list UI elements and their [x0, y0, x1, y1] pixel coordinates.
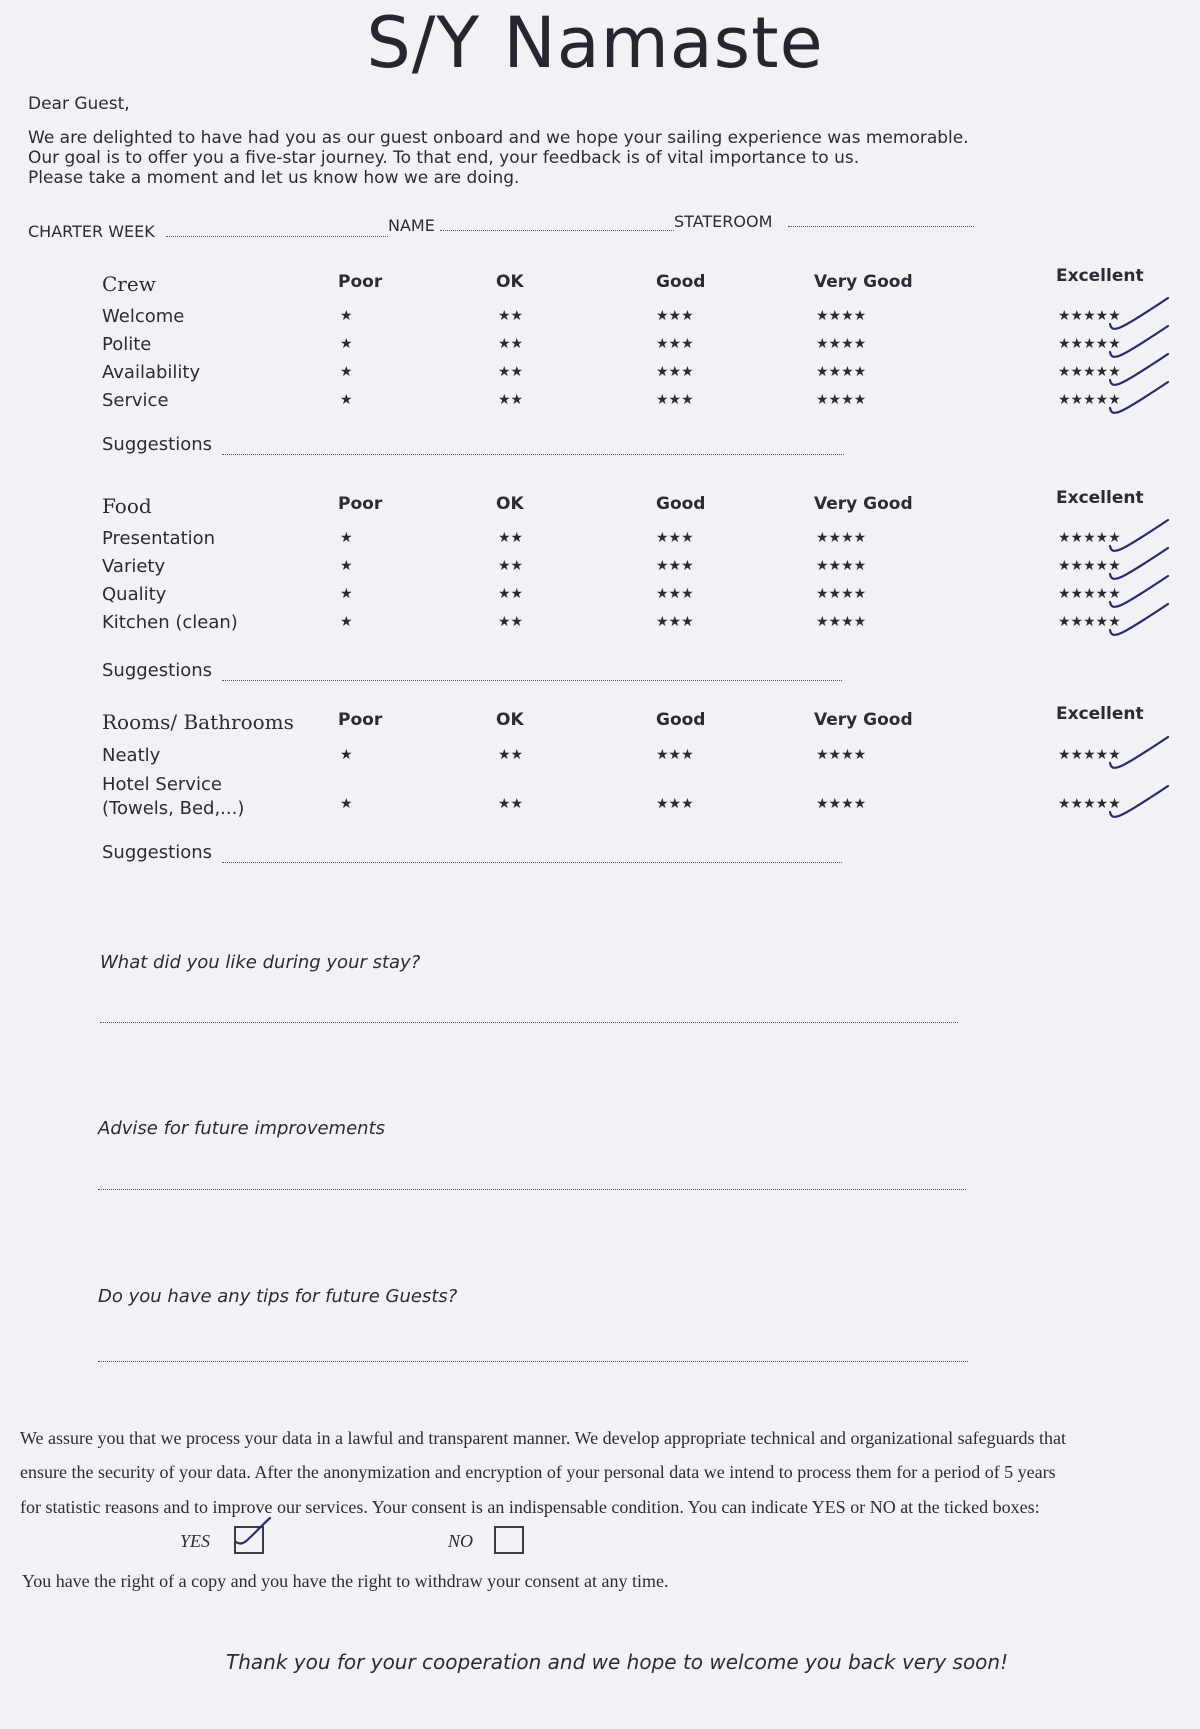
rating-item-label: (Towels, Bed,...) [102, 798, 245, 819]
rating-option-stars[interactable]: ★★ [498, 747, 524, 763]
stateroom-label: STATEROOM [674, 212, 773, 231]
section-title: Food [102, 494, 152, 518]
rating-header: Good [656, 272, 706, 292]
rating-option-stars[interactable]: ★★★★ [816, 392, 867, 408]
answer-liked-field[interactable] [100, 1022, 958, 1023]
page-title: S/Y Namaste [366, 2, 824, 84]
rating-option-stars[interactable]: ★★★★★ [1058, 308, 1121, 324]
rating-option-stars[interactable]: ★ [340, 336, 353, 352]
rating-header: Poor [338, 494, 383, 514]
rating-item-label: Quality [102, 584, 167, 605]
charter-week-field[interactable] [166, 236, 388, 237]
rating-option-stars[interactable]: ★★ [498, 796, 524, 812]
rating-header: Excellent [1056, 704, 1144, 724]
rating-option-stars[interactable]: ★★★★ [816, 558, 867, 574]
rating-option-stars[interactable]: ★★★★★ [1058, 336, 1121, 352]
rating-option-stars[interactable]: ★ [340, 392, 353, 408]
suggestions-label: Suggestions [102, 660, 212, 681]
no-label: NO [448, 1531, 474, 1551]
rating-option-stars[interactable]: ★★★★★ [1058, 614, 1121, 630]
name-field[interactable] [440, 230, 674, 231]
yes-check-mark-icon [234, 1514, 274, 1544]
rating-option-stars[interactable]: ★ [340, 586, 353, 602]
rating-option-stars[interactable]: ★★★★ [816, 614, 867, 630]
yes-checkbox[interactable] [234, 1526, 264, 1554]
rating-option-stars[interactable]: ★★★ [656, 586, 694, 602]
rating-option-stars[interactable]: ★★★★★ [1058, 530, 1121, 546]
intro-line-1: We are delighted to have had you as our guest onboard and we hope your sailing experience was memorable. [28, 128, 969, 148]
rating-item-label: Welcome [102, 306, 185, 327]
rating-option-stars[interactable]: ★★ [498, 530, 524, 546]
rating-option-stars[interactable]: ★★★★ [816, 530, 867, 546]
legal-line-1: We assure you that we process your data in a lawful and transparent manner. We develop appropriate technical and organizational safeguards that [20, 1428, 1067, 1448]
suggestions-label: Suggestions [102, 842, 212, 863]
suggestions-field[interactable] [222, 680, 842, 681]
question-liked: What did you like during your stay? [100, 952, 421, 973]
rating-item-label: Hotel Service [102, 774, 222, 795]
answer-improvements-field[interactable] [98, 1189, 966, 1190]
rating-option-stars[interactable]: ★★ [498, 614, 524, 630]
rating-option-stars[interactable]: ★★★★★ [1058, 747, 1121, 763]
rating-option-stars[interactable]: ★★★★★ [1058, 558, 1121, 574]
rating-option-stars[interactable]: ★ [340, 364, 353, 380]
rating-option-stars[interactable]: ★★★★★ [1058, 586, 1121, 602]
rating-option-stars[interactable]: ★★★★ [816, 747, 867, 763]
rating-option-stars[interactable]: ★ [340, 796, 353, 812]
rating-header: OK [496, 710, 524, 730]
rating-option-stars[interactable]: ★★ [498, 392, 524, 408]
rating-option-stars[interactable]: ★★★ [656, 392, 694, 408]
rating-option-stars[interactable]: ★★★ [656, 530, 694, 546]
question-improvements: Advise for future improvements [98, 1118, 385, 1139]
rating-header: Excellent [1056, 266, 1144, 286]
rating-header: OK [496, 494, 524, 514]
rating-option-stars[interactable]: ★★ [498, 336, 524, 352]
rating-option-stars[interactable]: ★★★★★ [1058, 364, 1121, 380]
rating-option-stars[interactable]: ★★★★ [816, 308, 867, 324]
yes-label: YES [180, 1531, 211, 1551]
rights-text: You have the right of a copy and you have the right to withdraw your consent at any time. [22, 1571, 669, 1591]
charter-week-label: CHARTER WEEK [28, 222, 155, 241]
rating-option-stars[interactable]: ★★★ [656, 364, 694, 380]
no-checkbox[interactable] [494, 1526, 524, 1554]
rating-option-stars[interactable]: ★★★ [656, 558, 694, 574]
name-label: NAME [388, 216, 435, 235]
legal-line-2: ensure the security of your data. After the anonymization and encryption of your personal data we intend to process them for a period of 5 years [20, 1462, 1056, 1482]
rating-item-label: Polite [102, 334, 152, 355]
section-title: Rooms/ Bathrooms [102, 710, 294, 734]
rating-option-stars[interactable]: ★★★ [656, 614, 694, 630]
rating-option-stars[interactable]: ★★★★★ [1058, 796, 1121, 812]
rating-option-stars[interactable]: ★ [340, 530, 353, 546]
section-title: Crew [102, 272, 156, 296]
rating-option-stars[interactable]: ★ [340, 558, 353, 574]
stateroom-field[interactable] [788, 226, 974, 227]
intro-line-3: Please take a moment and let us know how we are doing. [28, 168, 520, 188]
thank-you-note: Thank you for your cooperation and we hope to welcome you back very soon! [226, 1650, 1009, 1674]
rating-option-stars[interactable]: ★ [340, 747, 353, 763]
rating-item-label: Variety [102, 556, 166, 577]
suggestions-field[interactable] [222, 454, 844, 455]
rating-header: Very Good [814, 710, 913, 730]
rating-option-stars[interactable]: ★★ [498, 308, 524, 324]
rating-option-stars[interactable]: ★★★★★ [1058, 392, 1121, 408]
rating-option-stars[interactable]: ★★ [498, 558, 524, 574]
rating-header: Poor [338, 272, 383, 292]
rating-option-stars[interactable]: ★★★★ [816, 336, 867, 352]
rating-header: Very Good [814, 272, 913, 292]
rating-header: Very Good [814, 494, 913, 514]
suggestions-label: Suggestions [102, 434, 212, 455]
rating-option-stars[interactable]: ★★★ [656, 747, 694, 763]
rating-item-label: Kitchen (clean) [102, 612, 238, 633]
rating-header: OK [496, 272, 524, 292]
rating-option-stars[interactable]: ★★★ [656, 796, 694, 812]
check-mark-icon [1106, 782, 1176, 822]
legal-line-3: for statistic reasons and to improve our services. Your consent is an indispensable condition. You can indicate YES or NO at the ticked boxes: [20, 1497, 1040, 1517]
question-tips: Do you have any tips for future Guests? [98, 1286, 458, 1307]
intro-line-2: Our goal is to offer you a five-star journey. To that end, your feedback is of vital importance to us. [28, 148, 860, 168]
rating-option-stars[interactable]: ★ [340, 614, 353, 630]
rating-header: Excellent [1056, 488, 1144, 508]
rating-option-stars[interactable]: ★★★ [656, 336, 694, 352]
rating-option-stars[interactable]: ★ [340, 308, 353, 324]
rating-item-label: Neatly [102, 745, 161, 766]
suggestions-field[interactable] [222, 862, 842, 863]
rating-option-stars[interactable]: ★★ [498, 364, 524, 380]
rating-header: Good [656, 494, 706, 514]
check-mark-icon [1106, 378, 1176, 418]
rating-header: Good [656, 710, 706, 730]
rating-item-label: Presentation [102, 528, 216, 549]
rating-option-stars[interactable]: ★★ [498, 586, 524, 602]
rating-item-label: Service [102, 390, 169, 411]
rating-option-stars[interactable]: ★★★★ [816, 364, 867, 380]
answer-tips-field[interactable] [98, 1361, 968, 1362]
rating-option-stars[interactable]: ★★★ [656, 308, 694, 324]
greeting: Dear Guest, [28, 94, 130, 114]
check-mark-icon [1106, 600, 1176, 640]
rating-item-label: Availability [102, 362, 201, 383]
check-mark-icon [1106, 733, 1176, 773]
rating-header: Poor [338, 710, 383, 730]
rating-option-stars[interactable]: ★★★★ [816, 796, 867, 812]
rating-option-stars[interactable]: ★★★★ [816, 586, 867, 602]
